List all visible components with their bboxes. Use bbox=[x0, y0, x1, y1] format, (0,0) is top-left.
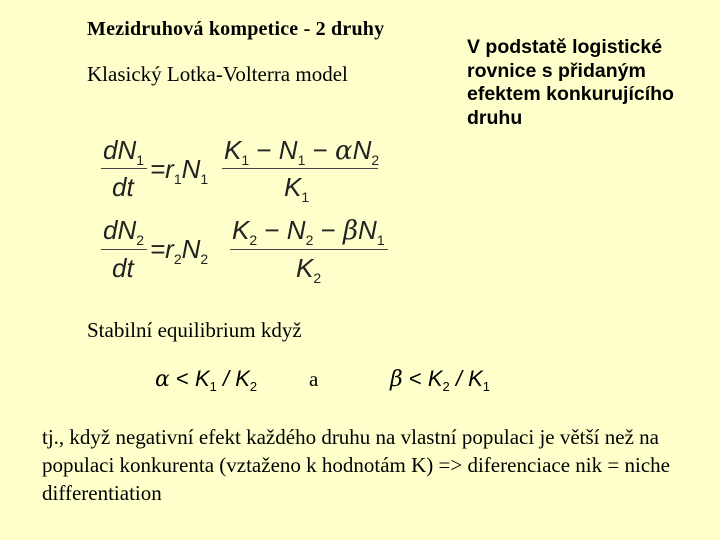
eq1-lhs-numerator: $dN_1$ bbox=[103, 135, 145, 168]
explanation-text: tj., když negativní efekt každého druhu na vlastní populaci je větší než na populaci konkurenta (vztaženo k hodnotám K) => diferenciace nik = niche differentiation bbox=[42, 425, 670, 505]
eq2-lhs-fraction-bar bbox=[101, 249, 147, 250]
eq2-lhs-denominator: dt bbox=[112, 253, 134, 283]
eq1-rate: $=r_1N_1$ bbox=[150, 154, 209, 187]
model-subtitle: Klasický Lotka-Volterra model bbox=[87, 62, 348, 86]
eq1-rhs-denominator: $K_1$ bbox=[284, 172, 310, 205]
side-note: V podstatě logistické rovnice s přidaným efektem konkurujícího druhu bbox=[467, 36, 674, 129]
stability-label: Stabilní equilibrium když bbox=[87, 318, 302, 342]
eq2-rate: $=r_2N_2$ bbox=[150, 234, 209, 267]
condition-beta: $\beta < K_2 / K_1$ bbox=[390, 366, 490, 394]
condition-alpha: $\alpha < K_1 / K_2$ bbox=[155, 366, 258, 394]
eq2-rhs-numerator: $K_2 - N_2 - \beta N_1$ bbox=[232, 215, 385, 248]
eq1-rhs-numerator: $K_1 - N_1 - \alpha N_2$ bbox=[224, 135, 380, 168]
eq2-lhs-numerator: $dN_2$ bbox=[103, 215, 145, 248]
eq1-rhs-fraction-bar bbox=[222, 168, 378, 169]
slide-title: Mezidruhová kompetice - 2 druhy bbox=[87, 18, 385, 40]
condition-connector: a bbox=[309, 367, 319, 391]
eq1-lhs-fraction-bar bbox=[101, 168, 147, 169]
eq2-rhs-fraction-bar bbox=[230, 249, 388, 250]
eq2-rhs-denominator: $K_2$ bbox=[296, 253, 322, 286]
eq1-lhs-denominator: dt bbox=[112, 172, 134, 202]
